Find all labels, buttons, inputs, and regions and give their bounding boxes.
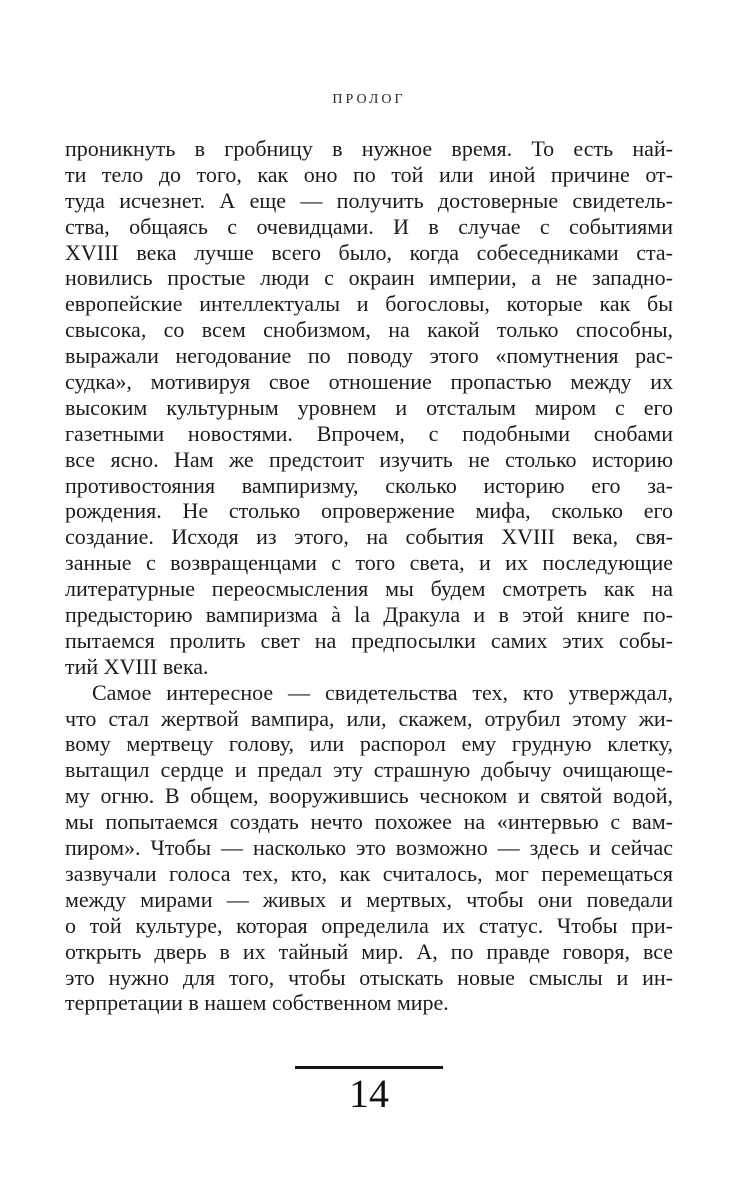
text-line: новились простые люди с окраин империи, а не западно- — [65, 265, 673, 291]
text-line: все ясно. Нам же предстоит изучить не столько историю — [65, 446, 673, 472]
footer-rule — [295, 1066, 443, 1069]
text-line: ства, общаясь с очевидцами. И в случае с событиями — [65, 213, 673, 239]
text-line: XVIII века лучше всего было, когда собеседниками ста- — [65, 239, 673, 265]
text-line: Самое интересное — свидетельства тех, кто утверждал, — [92, 679, 673, 705]
text-line: вому мертвецу голову, или распорол ему грудную клетку, — [65, 731, 673, 757]
text-line: создание. Исходя из этого, на события XVIII века, свя- — [65, 524, 673, 550]
text-line: высоким культурным уровнем и отсталым миром с его — [65, 394, 673, 420]
text-line: это нужно для того, чтобы отыскать новые смыслы и ин- — [65, 964, 673, 990]
running-header: ПРОЛОГ — [332, 92, 406, 107]
text-line: выражали негодование по поводу этого «помутнения рас- — [65, 343, 673, 369]
text-line: занные с возвращенцами с того света, и их последующие — [65, 550, 673, 576]
text-line: тий XVIII века. — [65, 653, 209, 679]
text-line: зазвучали голоса тех, кто, как считалось, мог перемещаться — [65, 860, 673, 886]
text-line: между мирами — живых и мертвых, чтобы они поведали — [65, 886, 673, 912]
text-line: газетными новостями. Впрочем, с подобными снобами — [65, 420, 673, 446]
text-line: туда исчезнет. А еще — получить достоверные свидетель- — [65, 187, 673, 213]
paragraph — [65, 136, 673, 680]
text-line: ти тело до того, как оно по той или иной причине от- — [65, 161, 673, 187]
text-line: вытащил сердце и предал эту страшную добычу очищающе- — [65, 757, 673, 783]
text-line: проникнуть в гробницу в нужное время. То есть най- — [65, 136, 673, 161]
text-line: судка», мотивируя свое отношение пропастью между их — [65, 369, 673, 395]
text-line: пытаемся пролить свет на предпосылки самих этих собы- — [65, 627, 673, 653]
text-line: противостояния вампиризму, сколько историю его за- — [65, 472, 673, 498]
text-line: терпретации в нашем собственном мире. — [65, 990, 449, 1016]
text-line: европейские интеллектуалы и богословы, которые как бы — [65, 291, 673, 317]
text-line: рождения. Не столько опровержение мифа, сколько его — [65, 498, 673, 524]
text-line: пиром». Чтобы — насколько это возможно — здесь и сейчас — [65, 835, 673, 861]
text-line: открыть дверь в их тайный мир. А, по правде говоря, все — [65, 938, 673, 964]
text-line: предысторию вампиризма à la Дракула и в этой книге по- — [65, 602, 673, 628]
body-text — [65, 136, 673, 1016]
paragraph — [65, 680, 673, 1017]
text-line: му огню. В общем, вооружившись чесноком и святой водой, — [65, 783, 673, 809]
text-line: мы попытаемся создать нечто похожее на «интервью с вам- — [65, 809, 673, 835]
text-line: литературные переосмысления мы будем смотреть как на — [65, 576, 673, 602]
text-line: о той культуре, которая определила их статус. Чтобы при- — [65, 912, 673, 938]
text-line: что стал жертвой вампира, или, скажем, отрубил этому жи- — [65, 705, 673, 731]
page-number: 14 — [349, 1071, 389, 1116]
text-line: свысока, со всем снобизмом, на какой только способны, — [65, 317, 673, 343]
